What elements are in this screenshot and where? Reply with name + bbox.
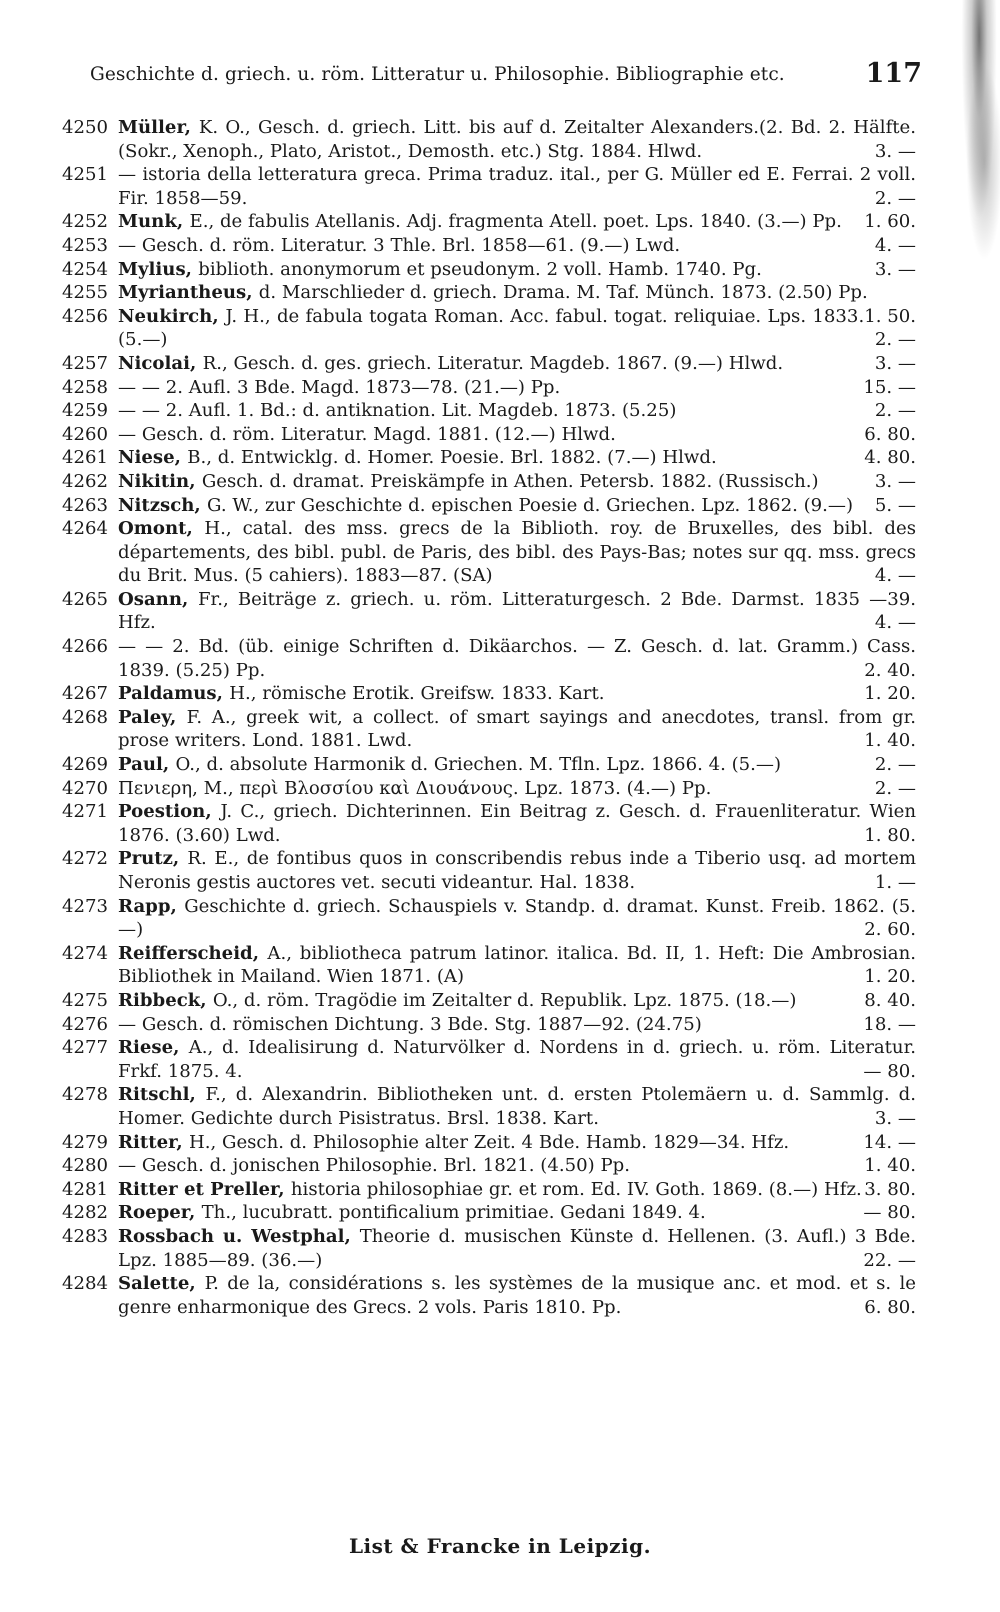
author-name: Rapp, [118, 895, 185, 917]
running-header [90, 58, 930, 92]
entry-number: 4271 [62, 801, 109, 823]
entry-text [118, 423, 916, 447]
entry-number: 4263 [62, 494, 109, 516]
entry-text [118, 446, 916, 470]
entry-number: 4257 [62, 352, 109, 374]
entry-text [118, 847, 916, 894]
author-name: Ritter et Preller, [118, 1178, 291, 1200]
entry-text [118, 210, 916, 234]
entry-text [118, 494, 916, 518]
catalog-entry [0, 847, 1000, 894]
entry-description: R. E., de fontibus quos in conscribendis rebus inde a Tiberio usq. ad mortem Neronis gestis auctores vet. secuti videantur. Hal. 1838. [118, 848, 916, 893]
author-name: Müller, [118, 117, 199, 138]
entry-description: — — 2. Bd. (üb. einige Schriften d. Dikäarchos. — Z. Gesch. d. lat. Gramm.) Cass. 1839. (5.25) Pp. [118, 636, 916, 681]
entry-text [118, 376, 916, 400]
entry-number: 4276 [62, 1013, 109, 1035]
catalog-entry [0, 399, 1000, 423]
entry-description: A., bibliotheca patrum latinor. italica. Bd. II, 1. Heft: Die Ambrosian. Bibliothek in Mailand. Wien 1871. (A) [118, 942, 917, 988]
entry-description: Gesch. d. dramat. Preiskämpfe in Athen. Petersb. 1882. (Russisch.) [201, 470, 819, 492]
entry-text [118, 352, 916, 376]
entry-number: 4253 [62, 234, 109, 256]
entry-price: 3. — [874, 140, 916, 162]
catalog-entry [0, 1201, 1000, 1225]
author-name: Rossbach u. Westphal, [118, 1225, 360, 1247]
entry-price: 18. — [863, 1013, 916, 1035]
entry-price: 2. 60. [864, 919, 916, 941]
catalog-entry [0, 305, 1000, 352]
entry-description: historia philosophiae gr. et rom. Ed. IV. Goth. 1869. (8.—) Hfz. [290, 1178, 862, 1200]
entry-text [118, 777, 916, 801]
entry-description: H., römische Erotik. Greifsw. 1833. Kart. [229, 683, 605, 705]
author-name: Mylius, [118, 258, 199, 280]
entry-price: 8. 40. [864, 989, 916, 1011]
entry-number: 4280 [62, 1155, 109, 1177]
author-name: Ribbeck, [118, 989, 213, 1011]
entry-description: H., catal. des mss. grecs de la Biblioth. roy. de Bruxelles, des bibl. des départements, des bibl. publ. de Paris, des bibl. des Pays-Bas; notes sur qq. mss. grecs du Brit. Mus. (5 cahiers). 1883—87. (SA) [118, 518, 916, 587]
entry-description: K. O., Gesch. d. griech. Litt. bis auf d. Zeitalter Alexanders.(2. Bd. 2. Hälfte. (Sokr., Xenoph., Plato, Aristot., Demosth. etc.) Stg. 1884. Hlwd. [118, 117, 916, 162]
entry-description: — Gesch. d. röm. Literatur. Magd. 1881. (12.—) Hlwd. [118, 423, 616, 445]
entry-description: O., d. röm. Tragödie im Zeitalter d. Republik. Lpz. 1875. (18.—) [212, 989, 797, 1011]
entry-number: 4278 [62, 1084, 109, 1106]
entry-number: 4261 [62, 447, 109, 469]
entry-number: 4266 [62, 636, 109, 658]
author-name: Roeper, [118, 1202, 202, 1224]
author-name: Munk, [118, 211, 190, 233]
entry-description: biblioth. anonymorum et pseudonym. 2 voll. Hamb. 1740. Pg. [198, 258, 762, 280]
entry-text [118, 234, 916, 258]
author-name: Poestion, [118, 801, 221, 823]
entry-price: 2. — [874, 400, 916, 422]
entry-description: Fr., Beiträge z. griech. u. röm. Litteraturgesch. 2 Bde. Darmst. 1835 —39. Hfz. [118, 588, 916, 634]
entry-description: — — 2. Aufl. 3 Bde. Magd. 1873—78. (21.—) Pp. [118, 376, 561, 398]
entry-text [118, 1225, 916, 1272]
entry-text [118, 116, 916, 163]
entry-description: J. C., griech. Dichterinnen. Ein Beitrag z. Gesch. d. Frauenliteratur. Wien 1876. (3.60) Lwd. [118, 801, 916, 846]
catalog-entry [0, 706, 1000, 753]
entry-price: — 80. [863, 1060, 916, 1082]
catalog-entry [0, 352, 1000, 376]
entry-text [118, 1013, 916, 1037]
entry-number: 4279 [62, 1131, 109, 1153]
author-name: Ritschl, [118, 1084, 206, 1106]
author-name: Paley, [118, 706, 187, 728]
running-title: Geschichte d. griech. u. röm. Litteratur u. Philosophie. Bibliographie etc. [90, 64, 785, 85]
publisher-footer: List & Francke in Leipzig. [348, 1534, 652, 1558]
entry-price: 1. 40. [864, 730, 916, 752]
catalog-entry [0, 210, 1000, 234]
entry-price: 2. 40. [864, 659, 916, 681]
catalog-entry [0, 446, 1000, 470]
catalog-entry [0, 800, 1000, 847]
entry-price: 1. 50. [864, 305, 916, 327]
entry-number: 4274 [62, 942, 109, 964]
entry-text [118, 305, 916, 352]
entry-number: 4272 [62, 848, 109, 870]
entry-description: O., d. absolute Harmonik d. Griechen. M. Tfln. Lpz. 1866. 4. (5.—) [175, 754, 782, 776]
entry-price: 1. 20. [864, 683, 916, 705]
catalog-entry [0, 989, 1000, 1013]
author-name: Nikitin, [118, 470, 202, 492]
entry-text [118, 470, 916, 494]
catalog-entry [0, 258, 1000, 282]
catalog-entry [0, 1178, 1000, 1202]
author-name: Niese, [118, 447, 188, 469]
entry-price: 4. — [874, 234, 916, 256]
entry-number: 4256 [62, 305, 109, 327]
author-name: Riese, [118, 1037, 189, 1059]
entry-text [118, 399, 916, 423]
entry-price: 4. 80. [864, 447, 916, 469]
entry-description: Theorie d. musischen Künste d. Hellenen. (3. Aufl.) 3 Bde. Lpz. 1885—89. (36.—) [118, 1225, 916, 1271]
entry-description: — istoria della letteratura greca. Prima traduz. ital., per G. Müller ed E. Ferrai. 2 voll. Fir. 1858—59. [118, 164, 916, 209]
entry-text [118, 1131, 916, 1155]
catalog-entries [0, 116, 1000, 1319]
catalog-entry [0, 1036, 1000, 1083]
entry-price: 1. 20. [864, 966, 916, 988]
entry-description: — Gesch. d. röm. Literatur. 3 Thle. Brl. 1858—61. (9.—) Lwd. [118, 234, 681, 256]
entry-price: 2. — [874, 754, 916, 776]
catalog-entry [0, 494, 1000, 518]
author-name: Reifferscheid, [118, 942, 268, 964]
entry-price: 15. — [863, 376, 916, 398]
entry-number: 4265 [62, 588, 109, 610]
author-name: Paldamus, [118, 683, 230, 705]
catalog-entry [0, 635, 1000, 682]
entry-description: G. W., zur Geschichte d. epischen Poesie d. Griechen. Lpz. 1862. (9.—) [207, 494, 854, 516]
entry-number: 4260 [62, 423, 109, 445]
entry-text [118, 588, 916, 635]
entry-description: Geschichte d. griech. Schauspiels v. Standp. d. dramat. Kunst. Freib. 1862. (5.—) [118, 895, 917, 941]
entry-description: Πενιερη, Μ., περὶ Βλοσσίου καὶ Διουάνους. Lpz. 1873. (4.—) Pp. [118, 777, 712, 799]
entry-text [118, 706, 916, 753]
entry-number: 4251 [62, 164, 109, 186]
entry-description: d. Marschlieder d. griech. Drama. M. Taf. Münch. 1873. (2.50) Pp. [258, 282, 868, 304]
entry-price: 14. — [863, 1131, 916, 1153]
entry-price: 3. — [874, 470, 916, 492]
entry-price: 3. — [874, 352, 916, 374]
entry-description: J. H., de fabula togata Roman. Acc. fabul. togat. reliquiae. Lps. 1833. (5.—) [118, 305, 865, 351]
catalog-entry [0, 588, 1000, 635]
entry-number: 4282 [62, 1202, 109, 1224]
entry-price: 2. — [874, 329, 916, 351]
entry-description: H., Gesch. d. Philosophie alter Zeit. 4 Bde. Hamb. 1829—34. Hfz. [188, 1131, 790, 1153]
catalog-entry [0, 1013, 1000, 1037]
author-name: Nicolai, [118, 352, 203, 374]
entry-price: 2. — [874, 187, 916, 209]
entry-price: 5. — [874, 494, 916, 516]
entry-number: 4252 [62, 211, 109, 233]
catalog-entry [0, 682, 1000, 706]
entry-description: R., Gesch. d. ges. griech. Literatur. Magdeb. 1867. (9.—) Hlwd. [202, 352, 784, 374]
entry-text [118, 800, 916, 847]
catalog-entry [0, 942, 1000, 989]
entry-text [118, 753, 916, 777]
author-name: Salette, [118, 1273, 205, 1295]
entry-description: A., d. Idealisirung d. Naturvölker d. Nordens in d. griech. u. röm. Literatur. Frkf. 1875. 4. [118, 1037, 916, 1082]
entry-number: 4268 [62, 706, 109, 728]
entry-price: 6. 80. [864, 423, 916, 445]
entry-text [118, 989, 916, 1013]
entry-text [118, 635, 916, 682]
entry-price: 1. 40. [864, 1155, 916, 1177]
entry-price: 3. 80. [864, 1178, 916, 1200]
entry-number: 4254 [62, 258, 109, 280]
entry-price: 4. — [874, 612, 916, 634]
catalog-entry [0, 753, 1000, 777]
entry-price: 22. — [863, 1249, 916, 1271]
catalog-entry [0, 470, 1000, 494]
entry-price: 6. 80. [864, 1296, 916, 1318]
page-number: 117 [865, 58, 922, 89]
entry-number: 4269 [62, 754, 109, 776]
entry-number: 4273 [62, 895, 109, 917]
entry-text [118, 1083, 916, 1130]
entry-price: 1. 80. [864, 824, 916, 846]
catalog-entry [0, 234, 1000, 258]
entry-description: E., de fabulis Atellanis. Adj. fragmenta Atell. poet. Lps. 1840. (3.—) Pp. [189, 211, 842, 233]
entry-number: 4270 [62, 777, 109, 799]
author-name: Myriantheus, [118, 282, 259, 304]
entry-description: — — 2. Aufl. 1. Bd.: d. antiknation. Lit. Magdeb. 1873. (5.25) [118, 400, 677, 422]
author-name: Paul, [118, 754, 176, 776]
catalog-entry [0, 777, 1000, 801]
entry-text [118, 1036, 916, 1083]
author-name: Osann, [118, 588, 198, 610]
entry-description: Th., lucubratt. pontificalium primitiae. Gedani 1849. 4. [201, 1202, 706, 1224]
catalog-entry [0, 423, 1000, 447]
entry-price: 1. 60. [864, 211, 916, 233]
entry-number: 4283 [62, 1225, 109, 1247]
entry-price: 2. — [874, 777, 916, 799]
entry-text [118, 517, 916, 588]
catalog-entry [0, 1225, 1000, 1272]
entry-number: 4250 [62, 117, 109, 138]
entry-price: 4. — [874, 565, 916, 587]
catalog-entry [0, 1083, 1000, 1130]
entry-text [118, 163, 916, 210]
entry-number: 4267 [62, 683, 109, 705]
entry-number: 4281 [62, 1178, 109, 1200]
entry-description: — Gesch. d. römischen Dichtung. 3 Bde. Stg. 1887—92. (24.75) [118, 1013, 702, 1035]
entry-number: 4255 [62, 282, 109, 304]
entry-text [118, 1201, 916, 1225]
entry-number: 4284 [62, 1273, 109, 1295]
catalog-entry [0, 895, 1000, 942]
author-name: Ritter, [118, 1131, 189, 1153]
entry-price: 1. — [874, 872, 916, 893]
entry-description: P. de la, considérations s. les systèmes de la musique anc. et mod. et s. le genre enharmonique des Grecs. 2 vols. Paris 1810. Pp. [118, 1273, 916, 1318]
entry-number: 4264 [62, 518, 109, 540]
entry-text [118, 1154, 916, 1178]
catalog-entry [0, 116, 1000, 163]
entry-text [118, 942, 916, 989]
catalog-entry [0, 517, 1000, 588]
entry-text [118, 1272, 916, 1319]
entry-number: 4259 [62, 400, 109, 422]
author-name: Prutz, [118, 848, 188, 870]
catalog-entry [0, 163, 1000, 210]
entry-price: 3. — [874, 258, 916, 280]
catalog-entry [0, 376, 1000, 400]
entry-text [118, 258, 916, 282]
entry-price: 3. — [874, 1107, 916, 1129]
entry-number: 4258 [62, 376, 109, 398]
catalog-entry [0, 1154, 1000, 1178]
entry-description: B., d. Entwicklg. d. Homer. Poesie. Brl. 1882. (7.—) Hlwd. [187, 447, 717, 469]
catalog-entry [0, 1131, 1000, 1155]
entry-description: F., d. Alexandrin. Bibliotheken unt. d. ersten Ptolemäern u. d. Sammlg. d. Homer. Gedichte durch Pisistratus. Brsl. 1838. Kart. [118, 1084, 916, 1129]
entry-text [118, 682, 916, 706]
entry-description: — Gesch. d. jonischen Philosophie. Brl. 1821. (4.50) Pp. [118, 1155, 630, 1177]
entry-number: 4275 [62, 989, 109, 1011]
author-name: Neukirch, [118, 305, 226, 327]
entry-number: 4262 [62, 470, 109, 492]
entry-text [118, 895, 916, 942]
catalog-entry [0, 1272, 1000, 1319]
entry-price: — 80. [863, 1202, 916, 1224]
entry-number: 4277 [62, 1037, 109, 1059]
author-name: Nitzsch, [118, 494, 208, 516]
author-name: Omont, [118, 518, 205, 540]
entry-text [118, 1178, 916, 1202]
entry-description: F. A., greek wit, a collect. of smart sayings and anecdotes, transl. from gr. prose writers. Lond. 1881. Lwd. [118, 706, 917, 752]
